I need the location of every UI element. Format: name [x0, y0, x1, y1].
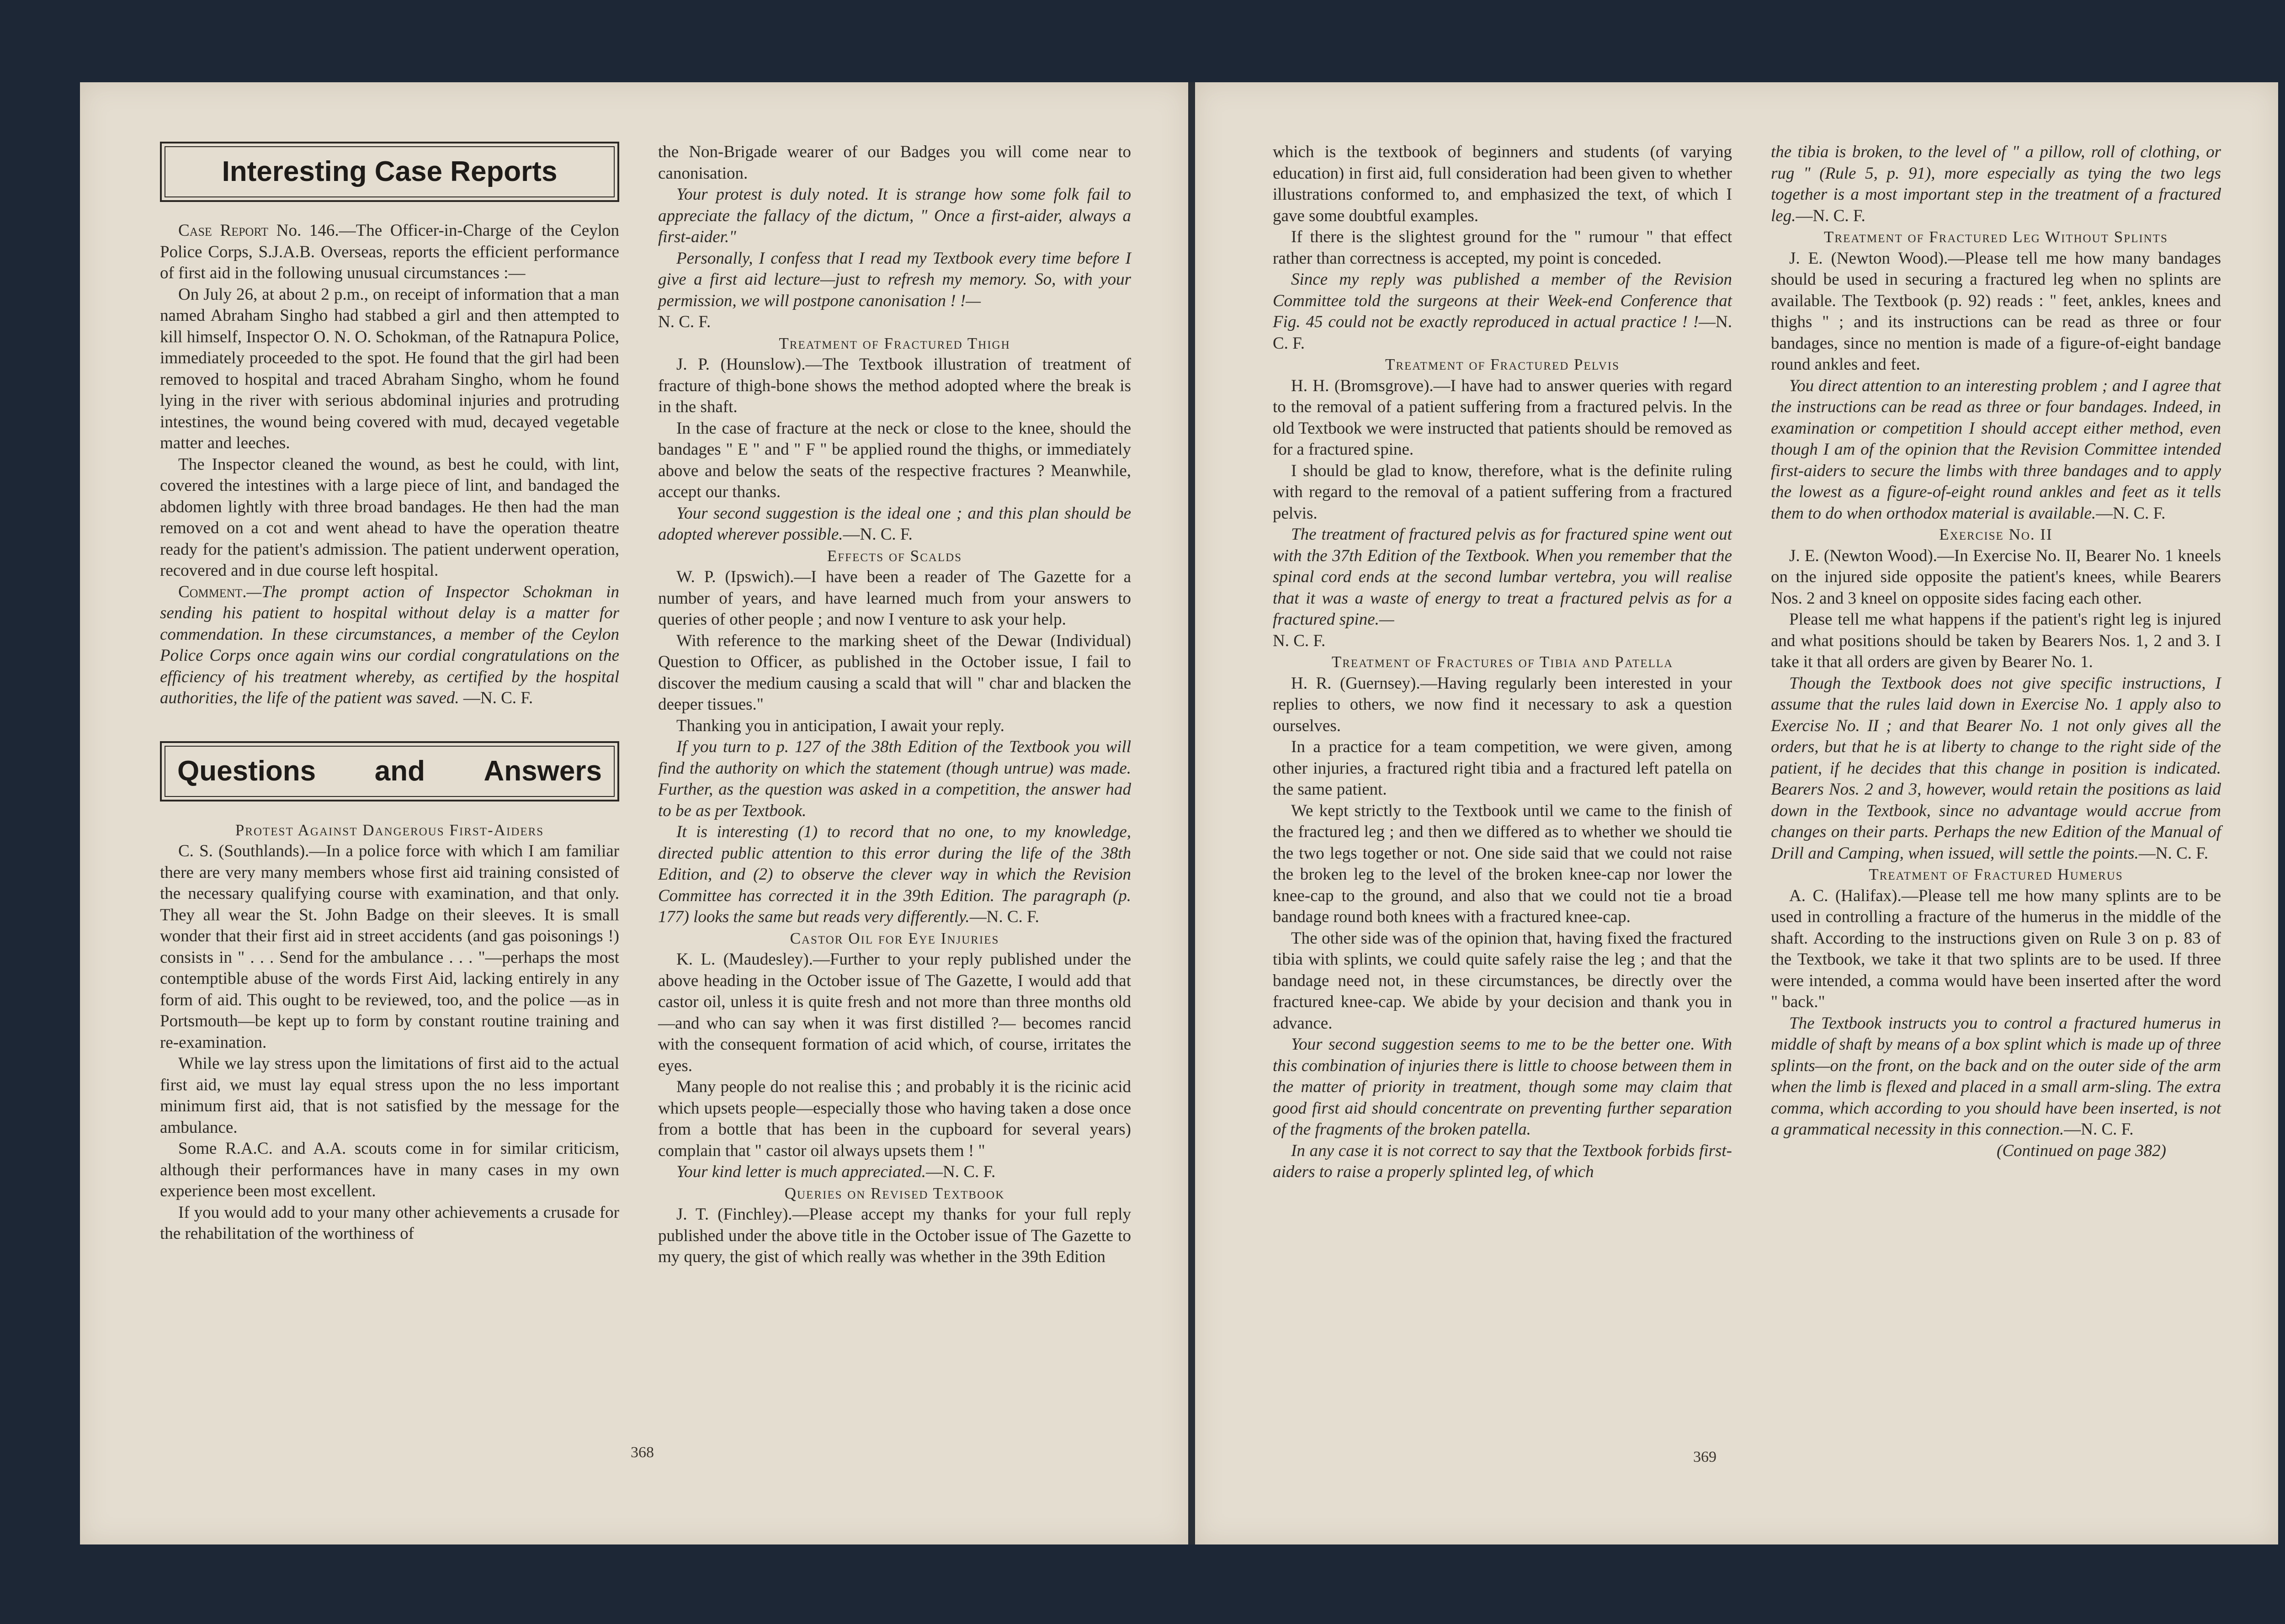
editor-reply: Your kind letter is much appreciated.—N. C. F.	[676, 1162, 996, 1181]
right-column-1	[1273, 142, 1732, 1183]
right-page	[1195, 82, 2278, 1544]
editor-reply: It is interesting (1) to record that no one, to my knowledge, directed public attention to this error during the life of the 38th Edition, and (2) to observe the clever way in which the Revision Committee has corrected it in the 39th Edition. The paragraph (p. 177) looks the same but reads very differently.—N. C. F.	[658, 823, 1131, 926]
letter-paragraph: A. C. (Halifax).—Please tell me how many splints are to be used in controlling a fracture of the humerus in the middle of the shaft. According to the instructions given on Rule 3 on p. 83 of the Textbook, we take it that two splints are to be used. If three were intended, a comma would have been inserted after the word " back."	[1771, 886, 2221, 1011]
subheading-tibia-patella: Treatment of Fractures of Tibia and Patella	[1331, 653, 1674, 671]
section-title-box-qa	[160, 741, 619, 801]
subheading-castor-oil: Castor Oil for Eye Injuries	[790, 929, 999, 947]
editor-reply: Personally, I confess that I read my Textbook every time before I give a first aid lecture—just to refresh my memory. So, with your permission, we will postpone canonisation ! !— N. C. F.	[658, 249, 1131, 331]
editor-reply: Your second suggestion seems to me to be the better one. With this combination of injuries there is little to choose between them in the matter of priority in treatment, though some may claim that good first aid should concentrate on preventing further separation of the fragments of the broken patella.	[1273, 1035, 1732, 1139]
left-column-1	[160, 142, 619, 1245]
subheading-protest: Protest Against Dangerous First-Aiders	[235, 821, 544, 839]
subheading-scalds: Effects of Scalds	[827, 547, 962, 565]
case-report-paragraph: The Inspector cleaned the wound, as best he could, with lint, covered the intestines with a large piece of lint, and bandaged the abdomen lightly with three broad bandages. He then had the man removed on a cot and went ahead to have the operation theatre ready for the patient's admission. The patient underwent operation, recovered and in due course left hospital.	[160, 455, 619, 580]
letter-paragraph: With reference to the marking sheet of the Dewar (Individual) Question to Officer, as published in the October issue, I fail to discover the medium causing a scald that will " char and blacken the deeper tissues."	[658, 631, 1131, 714]
subheading-leg-without-splints: Treatment of Fractured Leg Without Splints	[1824, 228, 2168, 246]
subheading-humerus: Treatment of Fractured Humerus	[1869, 865, 2123, 883]
continued-note: (Continued on page 382)	[1997, 1141, 2166, 1160]
letter-paragraph: Please tell me what happens if the patient's right leg is injured and what positions should be taken by Bearers Nos. 1, 2 and 3. I take it that all orders are given by Bearer No. 1.	[1771, 610, 2221, 671]
editor-reply: The Textbook instructs you to control a fractured humerus in middle of shaft by means of a box splint which is made up of three splints—on the front, on the back and on the outer side of the arm when the limb is flexed and placed in a small arm-sling. The extra comma, which according to you should have been inserted, is not a grammatical necessity in this connection.—N. C. F.	[1771, 1014, 2221, 1139]
letter-paragraph: C. S. (Southlands).—In a police force with which I am familiar there are very many members whose first aid training consisted of the necessary qualifying course with examination, and that only. They all wear the St. John Badge on their sleeves. It is small wonder that their first aid in street accidents (and gas poisonings !) consists in " . . . Send for the ambulance . . . "—perhaps the most contemptible abuse of the words First Aid, lacking entirely in any form of aid. This ought to be reviewed, too, and the police —as in Portsmouth—be kept up to form by constant routine training and re-examination.	[160, 842, 619, 1052]
letter-paragraph: the Non-Brigade wearer of our Badges you will come near to canonisation.	[658, 143, 1131, 183]
letter-paragraph: Many people do not realise this ; and probably it is the ricinic acid which upsets people—especially those who having taken a dose once from a bottle that has been in the cupboard for several years) complain that " castor oil always upsets them ! "	[658, 1077, 1131, 1160]
page-number: 368	[631, 1444, 654, 1461]
subheading-thigh: Treatment of Fractured Thigh	[779, 334, 1010, 352]
letter-paragraph: In a practice for a team competition, we were given, among other injuries, a fractured right tibia and a fractured left patella on the same patient.	[1273, 738, 1732, 799]
letter-paragraph: If there is the slightest ground for the " rumour " that effect rather than correctness is accepted, my point is conceded.	[1273, 228, 1732, 268]
letter-paragraph: Some R.A.C. and A.A. scouts come in for similar criticism, although their performances have in many cases in my own experience been most excellent.	[160, 1139, 619, 1200]
letter-paragraph: J. E. (Newton Wood).—Please tell me how many bandages should be used in securing a fractured leg when no splints are available. The Textbook (p. 92) reads : " feet, ankles, knees and thighs " ; and its instructions can be read as three or four bandages, since no mention is made of a figure-of-eight bandage round ankles and feet.	[1771, 249, 2221, 374]
letter-paragraph: J. P. (Hounslow).—The Textbook illustration of treatment of fracture of thigh-bone shows the method adopted where the break is in the shaft.	[658, 355, 1131, 416]
right-column-2	[1771, 142, 2221, 1162]
case-report-paragraph: On July 26, at about 2 p.m., on receipt of information that a man named Abraham Singho had stabbed a girl and then attempted to kill himself, Inspector O. N. O. Schokman, of the Ratnapura Police, immediately proceeded to the spot. He found that the girl had been removed to hospital and traced Abraham Singho, whom he found lying in the river with serious abdominal injuries and protruding intestines, the wound being covered with mud, decayed vegetable matter and leeches.	[160, 285, 619, 452]
editor-reply: Your protest is duly noted. It is strange how some folk fail to appreciate the fallacy of the dictum, " Once a first-aider, always a first-aider."	[658, 185, 1131, 246]
left-column-2	[658, 142, 1131, 1268]
letter-paragraph: While we lay stress upon the limitations of first aid to the actual first aid, we must lay equal stress upon the no less important minimum first aid, that is not satisfied by the message for the ambulance.	[160, 1054, 619, 1137]
letter-paragraph: H. R. (Guernsey).—Having regularly been interested in your replies to others, we now find it necessary to ask a question ourselves.	[1273, 674, 1732, 735]
letter-paragraph: If you would add to your many other achievements a crusade for the rehabilitation of the worthiness of	[160, 1203, 619, 1243]
editor-reply: Your second suggestion is the ideal one ; and this plan should be adopted wherever possible.—N. C. F.	[658, 504, 1131, 544]
editor-reply: Since my reply was published a member of the Revision Committee told the surgeons at their Week-end Conference that Fig. 45 could not be exactly reproduced in actual practice ! !—N. C. F.	[1273, 270, 1732, 353]
editor-reply: You direct attention to an interesting problem ; and I agree that the instructions can be read as three or four bandages. Indeed, in examination or competition I should accept either method, even though I am of the opinion that the Revision Committee intended first-aiders to secure the limbs with three bandages and to apply the lowest as a figure-of-eight round ankles and feet as it tells them to do when orthodox material is available.—N. C. F.	[1771, 376, 2221, 523]
subheading-pelvis: Treatment of Fractured Pelvis	[1385, 356, 1620, 373]
letter-paragraph: In the case of fracture at the neck or close to the knee, should the bandages " E " and " F " be applied round the thighs, or immediately above and below the seats of the respective fractures ? Meanwhile, accept our thanks.	[658, 419, 1131, 501]
section-title-questions-answers: Questions and Answers	[165, 746, 615, 797]
letter-paragraph: I should be glad to know, therefore, what is the definite ruling with regard to the removal of a patient suffering from a fractured pelvis.	[1273, 461, 1732, 523]
editor-reply: If you turn to p. 127 of the 38th Edition of the Textbook you will find the authority on which the statement (though untrue) was made. Further, as the question was asked in a competition, the answer had to be as per Textbook.	[658, 738, 1131, 820]
page-number: 369	[1693, 1449, 1716, 1465]
editor-reply: The treatment of fractured pelvis as for fractured spine went out with the 37th Edition of the Textbook. When you remember that the spinal cord ends at the second lumbar vertebra, you will realise that it was a waste of energy to treat a fractured pelvis as for a fractured spine.— N. C. F.	[1273, 525, 1732, 650]
editor-reply: the tibia is broken, to the level of " a pillow, roll of clothing, or rug " (Rule 5, p. 91), more especially as tying the two legs together is a most important step in the treatment of a fractured leg.—N. C. F.	[1771, 143, 2221, 225]
case-report-comment: Comment.—The prompt action of Inspector Schokman in sending his patient to hospital without delay is a matter for commendation. In these circumstances, a member of the Ceylon Police Corps once again wins our cordial congratulations on the efficiency of his treatment whereby, as certified by the hospital authorities, the life of the patient was saved. —N. C. F.	[160, 582, 619, 707]
letter-paragraph: J. E. (Newton Wood).—In Exercise No. II, Bearer No. 1 kneels on the injured side opposite the patient's knees, while Bearers Nos. 2 and 3 kneel on opposite sides facing each other.	[1771, 546, 2221, 608]
letter-paragraph: which is the textbook of beginners and students (of varying education) in first aid, full consideration had been given to whether illustrations conformed to, and emphasized the text, of which I gave some doubtful examples.	[1273, 143, 1732, 225]
letter-paragraph: We kept strictly to the Textbook until we came to the finish of the fractured leg ; and then we differed as to whether we should tie the two legs together or not. One side said that we could not raise the broken leg to the level of the broken knee-cap nor lower the knee-cap to the ground, and also that we could not tie a broad bandage round both knees with a fractured knee-cap.	[1273, 801, 1732, 926]
subheading-queries: Queries on Revised Textbook	[784, 1184, 1005, 1202]
letter-paragraph: H. H. (Bromsgrove).—I have had to answer queries with regard to the removal of a patient suffering from a fractured pelvis. In the old Textbook we were instructed that patients should be removed as for a fractured spine.	[1273, 376, 1732, 459]
subheading-exercise-ii: Exercise No. II	[1939, 525, 2053, 543]
case-report-intro: Case Report No. 146.—The Officer-in-Charge of the Ceylon Police Corps, S.J.A.B. Overseas, reports the efficient performance of first aid in the following unusual circumstances :—	[160, 221, 619, 282]
letter-paragraph: The other side was of the opinion that, having fixed the fractured tibia with splints, we could quite safely raise the leg ; and that the bandage need not, in these circumstances, be directly over the fractured knee-cap. We abide by your decision and thank you in advance.	[1273, 929, 1732, 1033]
left-page	[80, 82, 1188, 1544]
letter-paragraph: K. L. (Maudesley).—Further to your reply published under the above heading in the October issue of The Gazette, I would add that castor oil, unless it is quite fresh and not more than three months old—and who can say when it was first distilled ?— becomes rancid with the consequent formation of acid which, of course, irritates the eyes.	[658, 950, 1131, 1075]
section-title-box-case-reports	[160, 142, 619, 202]
editor-reply: Though the Textbook does not give specific instructions, I assume that the rules laid down in Exercise No. 1 apply also to Exercise No. II ; and that Bearer No. 1 not only gives all the orders, but that he is at liberty to change to the right side of the patient, if he decides that this change in position is indicated. Bearers Nos. 2 and 3, however, would retain the positions as laid down in the Textbook, since no advantage would accrue from changes on their parts. Perhaps the new Edition of the Manual of Drill and Camping, when issued, will settle the points.—N. C. F.	[1771, 674, 2221, 863]
letter-paragraph: W. P. (Ipswich).—I have been a reader of The Gazette for a number of years, and have learned much from your answers to queries of other people ; and now I venture to ask your help.	[658, 568, 1131, 629]
letter-paragraph: Thanking you in anticipation, I await your reply.	[676, 716, 1004, 735]
editor-reply: In any case it is not correct to say that the Textbook forbids first-aiders to raise a properly splinted leg, of which	[1273, 1141, 1732, 1181]
section-title-case-reports: Interesting Case Reports	[165, 146, 615, 197]
letter-paragraph: J. T. (Finchley).—Please accept my thanks for your full reply published under the above title in the October issue of The Gazette to my query, the gist of which really was whether in the 39th Edition	[658, 1205, 1131, 1266]
